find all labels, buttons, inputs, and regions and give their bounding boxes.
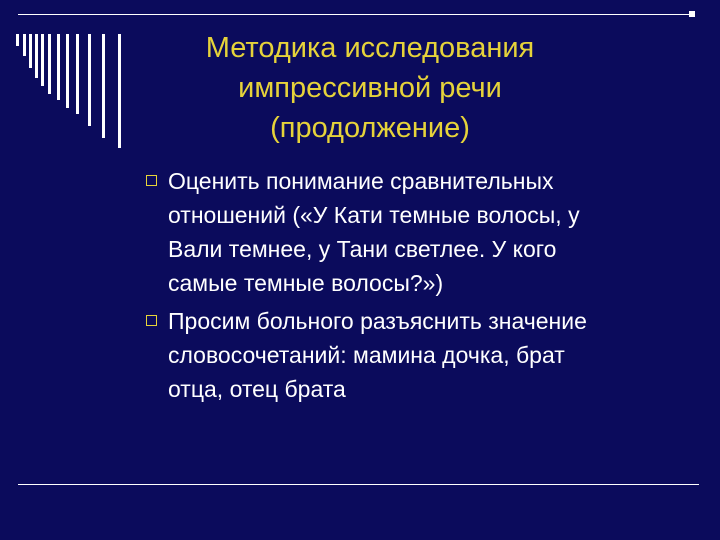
bullet-list	[142, 164, 702, 410]
title-line: Методика исследования	[205, 32, 535, 64]
corner-square-icon	[689, 11, 695, 17]
title-line: (продолжение)	[270, 112, 470, 144]
bullet-item	[142, 304, 702, 406]
slide-title	[150, 28, 590, 148]
bullet-item	[142, 164, 702, 300]
decorative-stripe	[29, 34, 32, 68]
hollow-square-bullet-icon	[146, 175, 157, 186]
bullet-line: словосочетаний: мамина дочка, брат	[168, 342, 565, 368]
bullet-line: Вали темнее, у Тани светлее. У кого	[168, 236, 557, 262]
decorative-stripes	[16, 34, 126, 154]
hollow-square-bullet-icon	[146, 315, 157, 326]
decorative-stripe	[76, 34, 79, 114]
decorative-stripe	[48, 34, 51, 94]
bottom-rule	[18, 484, 699, 485]
bullet-line: Просим больного разъяснить значение	[168, 308, 587, 334]
bullet-line: отца, отец брата	[168, 376, 346, 402]
bullet-line: Оценить понимание сравнительных	[168, 168, 554, 194]
decorative-stripe	[35, 34, 38, 78]
decorative-stripe	[41, 34, 44, 86]
decorative-stripe	[57, 34, 60, 100]
bullet-line: отношений («У Кати темные волосы, у	[168, 202, 580, 228]
top-rule	[18, 14, 695, 15]
title-line: импрессивной речи	[238, 72, 502, 104]
decorative-stripe	[88, 34, 91, 126]
decorative-stripe	[66, 34, 69, 108]
decorative-stripe	[102, 34, 105, 138]
bullet-line: самые темные волосы?»)	[168, 270, 444, 296]
decorative-stripe	[23, 34, 26, 56]
decorative-stripe	[16, 34, 19, 46]
decorative-stripe	[118, 34, 121, 148]
